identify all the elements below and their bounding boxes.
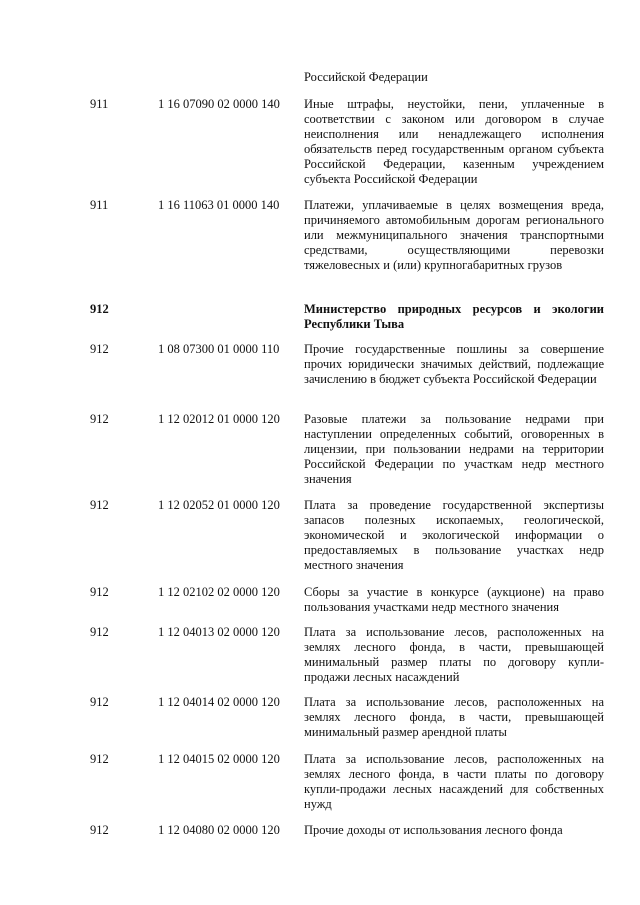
admin-code: 912 <box>90 695 109 709</box>
admin-code: 912 <box>90 823 109 837</box>
revenue-code: 1 12 04014 02 0000 120 <box>158 695 280 709</box>
revenue-description: Сборы за участие в конкурсе (аукционе) на право пользования участками недр местного значения <box>304 585 604 614</box>
revenue-code: 1 16 07090 02 0000 140 <box>158 97 280 111</box>
revenue-description: Прочие доходы от использования лесного фонда <box>304 823 563 837</box>
revenue-description: Разовые платежи за пользование недрами при наступлении определенных событий, оговоренных в лицензии, при пользовании недрами на территории Российской Федерации по участкам недр местного значения <box>304 412 604 486</box>
revenue-code: 1 16 11063 01 0000 140 <box>158 198 280 212</box>
revenue-code: 1 12 04080 02 0000 120 <box>158 823 280 837</box>
revenue-description: Плата за использование лесов, расположенных на землях лесного фонда, в части платы по договору купли-продажи лесных насаждений для собственных нужд <box>304 752 604 811</box>
revenue-code: 1 12 04015 02 0000 120 <box>158 752 280 766</box>
revenue-code: 1 12 02012 01 0000 120 <box>158 412 280 426</box>
revenue-code: 1 12 04013 02 0000 120 <box>158 625 280 639</box>
admin-code: 911 <box>90 198 109 212</box>
revenue-description: Платежи, уплачиваемые в целях возмещения вреда, причиняемого автомобильным дорогам регионального или межмуниципального значения транспортными средствами, осуществляющими перевозки тяжеловесных и (или) крупногабаритных грузов <box>304 198 604 272</box>
revenue-description: Прочие государственные пошлины за совершение прочих юридически значимых действий, подлежащие зачислению в бюджет субъекта Российской Федерации <box>304 342 604 386</box>
admin-code: 912 <box>90 752 109 766</box>
revenue-description: Иные штрафы, неустойки, пени, уплаченные в соответствии с законом или договором в случае неисполнения или ненадлежащего исполнения обязательств перед государственным органом субъекта Российской Федерации, казенным учреждением субъекта Российской Федерации <box>304 97 604 186</box>
admin-code: 911 <box>90 97 109 111</box>
admin-code: 912 <box>90 625 109 639</box>
admin-code: 912 <box>90 498 109 512</box>
revenue-code: 1 12 02052 01 0000 120 <box>158 498 280 512</box>
revenue-code: 1 08 07300 01 0000 110 <box>158 342 280 356</box>
ministry-title: Министерство природных ресурсов и экологии Республики Тыва <box>304 302 604 331</box>
continuation-text: Российской Федерации <box>304 70 428 84</box>
admin-code: 912 <box>90 302 109 316</box>
admin-code: 912 <box>90 412 109 426</box>
revenue-description: Плата за использование лесов, расположенных на землях лесного фонда, в части, превышающей минимальный размер арендной платы <box>304 695 604 739</box>
revenue-code: 1 12 02102 02 0000 120 <box>158 585 280 599</box>
revenue-description: Плата за использование лесов, расположенных на землях лесного фонда, в части, превышающей минимальный размер платы по договору купли-продажи лесных насаждений <box>304 625 604 684</box>
revenue-description: Плата за проведение государственной экспертизы запасов полезных ископаемых, геологической, экономической и экологической информации о предоставляемых в пользование участках недр местного значения <box>304 498 604 572</box>
admin-code: 912 <box>90 585 109 599</box>
admin-code: 912 <box>90 342 109 356</box>
